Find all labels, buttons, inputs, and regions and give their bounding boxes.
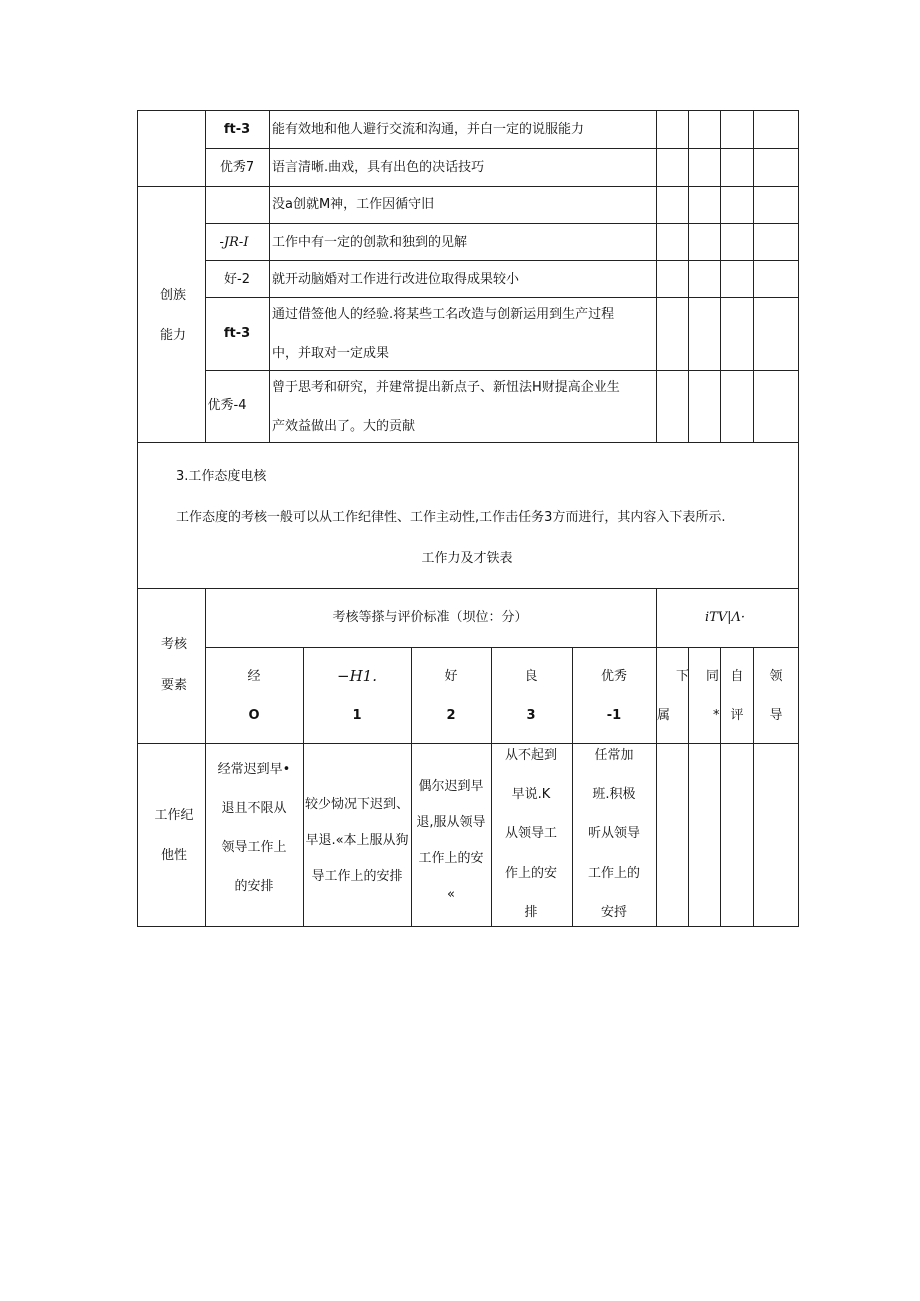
criteria-text: 排 — [524, 905, 538, 920]
table-divider — [688, 647, 689, 927]
level-name: 优秀 — [600, 669, 628, 684]
factor-label: 他性 — [160, 848, 188, 863]
table-rule — [205, 260, 799, 261]
criteria-text: 从领导工 — [504, 826, 558, 841]
table-rule — [137, 186, 799, 187]
criteria-text: 中，并取对一定成果 — [272, 346, 390, 361]
table-divider — [720, 110, 721, 442]
grade-label: -JR-I — [219, 235, 249, 250]
rater-label: 导 — [769, 708, 783, 723]
column-header: 考核等搽与评价标准（坝位：分） — [332, 610, 528, 625]
rater-label: * — [713, 708, 720, 723]
level-score: 1 — [352, 708, 362, 723]
paragraph: 工作态度的考核一般可以从工作纪律性、工作主动性,工作击任务3方而进行，其内容入下表所示. — [176, 510, 726, 525]
criteria-text: « — [447, 887, 455, 902]
table-border-top — [137, 588, 799, 589]
grade-label: 好-2 — [224, 272, 250, 287]
table-border-right — [798, 442, 799, 588]
table-divider — [572, 647, 573, 927]
grade-label: 优秀7 — [219, 160, 255, 175]
criteria-text: 工作上的 — [587, 866, 641, 881]
table-divider — [205, 110, 206, 442]
table-divider — [411, 647, 412, 927]
table-border-right — [798, 588, 799, 927]
table-divider — [656, 110, 657, 442]
rater-label: 属 — [657, 708, 671, 723]
criteria-text: 退且不限从 — [221, 801, 287, 816]
table-border-right — [798, 110, 799, 442]
criteria-text: 较少恸况下迟到、 — [304, 797, 410, 812]
table-border-bottom — [137, 926, 799, 927]
criteria-text: 没a创就M神，工作因循守旧 — [272, 197, 435, 212]
criteria-text: 就开动脑婚对工作进行改进位取得成果较小 — [272, 272, 520, 287]
level-score: 3 — [526, 708, 536, 723]
table-border-left — [137, 110, 138, 442]
table-divider — [720, 647, 721, 927]
column-header: 要素 — [160, 678, 188, 693]
table-rule — [137, 743, 799, 744]
table-divider — [656, 588, 657, 927]
table-divider — [303, 647, 304, 927]
criteria-text: 班.积极 — [592, 787, 636, 802]
table-divider — [753, 110, 754, 442]
criteria-text: 导工作上的安排 — [311, 869, 403, 884]
category-label: 创族 — [159, 288, 187, 303]
table-rule — [137, 442, 799, 443]
criteria-text: 曾于思考和研究，并建常提出新点子、新忸法H财提高企业生 — [272, 380, 620, 395]
table-caption: 工作力及才铁表 — [421, 551, 513, 566]
criteria-text: 工作上的安 — [418, 851, 484, 866]
level-name: 良 — [524, 669, 538, 684]
table-rule — [205, 223, 799, 224]
criteria-text: 通过借签他人的经验.将某些工名改造与创新运用到生产过程 — [272, 307, 615, 322]
factor-label: 工作纪 — [154, 808, 194, 823]
criteria-text: 听从领导 — [587, 826, 641, 841]
rater-label: 领 — [769, 669, 783, 684]
table-divider — [753, 647, 754, 927]
rater-label: 自 — [730, 669, 744, 684]
table-rule — [205, 297, 799, 298]
table-border-top — [137, 110, 799, 111]
table-border-left — [137, 442, 138, 588]
criteria-text: 早退.«本上服从狗 — [305, 833, 409, 848]
criteria-text: 退,服从领导 — [416, 815, 486, 830]
category-label: 能力 — [159, 328, 187, 343]
criteria-text: 语言清晰.曲戏，具有出色的决话技巧 — [272, 160, 485, 175]
criteria-text: 偶尔迟到早 — [418, 779, 484, 794]
level-name: 好 — [444, 669, 458, 684]
grade-label: ft-3 — [223, 326, 251, 341]
criteria-text: 早说.K — [511, 787, 551, 802]
rater-label: 下 — [676, 669, 690, 684]
table-divider — [269, 110, 270, 442]
criteria-text: 安捋 — [600, 905, 628, 920]
table-divider — [491, 647, 492, 927]
table-rule — [205, 647, 799, 648]
table-rule — [205, 370, 799, 371]
table-divider — [688, 110, 689, 442]
criteria-text: 任常加 — [594, 748, 634, 763]
grade-label: ft-3 — [223, 122, 251, 137]
level-score: -1 — [606, 708, 622, 723]
level-name: 经 — [247, 669, 261, 684]
column-header: 考核 — [160, 637, 188, 652]
table-divider — [205, 588, 206, 927]
table-border-left — [137, 588, 138, 927]
criteria-text: 产效益做出了。大的贡献 — [272, 419, 416, 434]
rater-label: 评 — [730, 708, 744, 723]
criteria-text: 工作中有一定的创款和独到的见解 — [272, 235, 468, 250]
level-name: −H1. — [337, 667, 377, 685]
level-score: O — [248, 708, 260, 723]
criteria-text: 作上的安 — [504, 866, 558, 881]
level-score: 2 — [446, 708, 456, 723]
column-header: iTV|Λ· — [704, 610, 746, 625]
section-heading: 3.工作态度电核 — [176, 469, 267, 484]
table-rule — [205, 148, 799, 149]
criteria-text: 能有效地和他人避行交流和沟通，并白一定的说服能力 — [272, 122, 585, 137]
grade-label: 优秀-4 — [207, 398, 247, 413]
criteria-text: 经常迟到早• — [217, 762, 291, 777]
criteria-text: 领导工作上 — [221, 840, 287, 855]
rater-label: 同 — [706, 669, 720, 684]
criteria-text: 的安排 — [234, 879, 274, 894]
criteria-text: 从不起到 — [504, 748, 558, 763]
